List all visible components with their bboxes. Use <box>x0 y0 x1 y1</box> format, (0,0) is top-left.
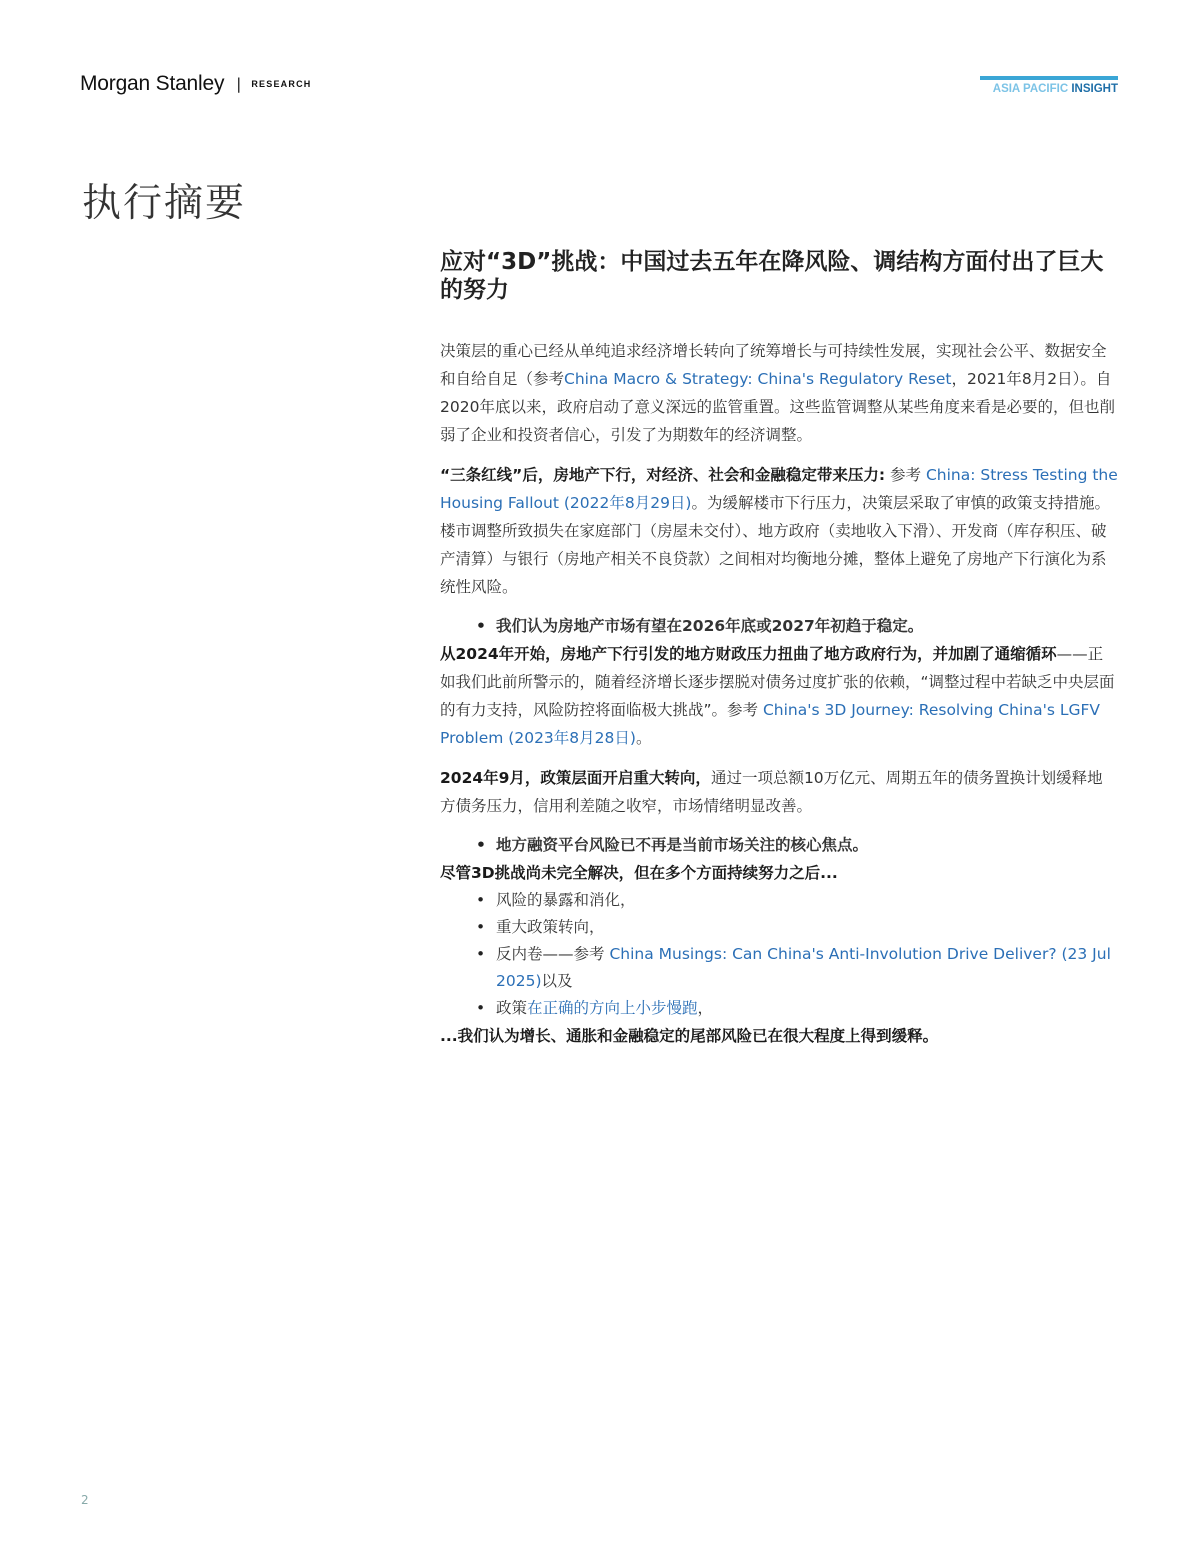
paragraph-policy-shift <box>440 337 1118 449</box>
list-item: • 重大政策转向， <box>476 914 1118 941</box>
list-item: • 地方融资平台风险已不再是当前市场关注的核心焦点。 <box>476 832 1118 859</box>
bullet-list <box>440 887 1118 1022</box>
paragraph-lead-bold: “三条红线”后，房地产下行，对经济、社会和金融稳定带来压力: <box>440 466 886 484</box>
paragraph-policy-pivot <box>440 764 1118 820</box>
report-link[interactable]: China Musings: Can China's Anti-Involution Drive Deliver? (23 Jul 2025) <box>496 945 1111 990</box>
section-headline: 应对“3D”挑战：中国过去五年在降风险、调结构方面付出了巨大的努力 <box>440 249 1104 303</box>
paragraph-text: ，2021年8月2日）。自2020年底以来，政府启动了意义深远的监管重置。这些监管调整从某些角度来看是必要的，但也削弱了企业和投资者信心，引发了为期数年的经济调整。 <box>440 370 1115 444</box>
paragraph-lead-bold: 2024年9月，政策层面开启重大转向， <box>440 769 711 787</box>
list-item-text: ， <box>697 999 714 1017</box>
brand-separator: | <box>236 75 242 93</box>
brand-subtitle: RESEARCH <box>251 79 312 89</box>
page-title: 执行摘要 <box>82 181 247 226</box>
list-item-text: 反内卷——参考 <box>496 945 610 963</box>
paragraph-text: 。为缓解楼市下行压力，决策层采取了审慎的政策支持措施。楼市调整所致损失在家庭部门（房屋未交付）、地方政府（卖地收入下滑）、开发商（库存积压、破产清算）与银行（房地产相关不良贷款）之间相对均衡地分摊，整体上避免了房地产下行演化为系统性风险。 <box>440 494 1110 596</box>
lead-statement: 尽管3D挑战尚未完全解决，但在多个方面持续努力之后... <box>440 864 838 882</box>
brand-logo: Morgan Stanley <box>80 72 225 95</box>
list-item: • 风险的暴露和消化， <box>476 887 1118 914</box>
report-link[interactable]: China's 3D Journey: Resolving China's LGFV Problem (2023年8月28日) <box>440 701 1101 747</box>
bullet-list <box>440 613 1118 640</box>
list-item <box>476 995 1118 1022</box>
paragraph-housing <box>440 461 1118 601</box>
report-link[interactable]: 在正确的方向上小步慢跑 <box>527 999 698 1017</box>
header-brand <box>80 72 311 96</box>
paragraph-local-fiscal <box>440 640 1118 752</box>
report-link[interactable]: China: Stress Testing the Housing Fallout (2022年8月29日) <box>440 466 1118 512</box>
paragraph-text: 决策层的重心已经从单纯追求经济增长转向了统筹增长与可持续性发展，实现社会公平、数据安全和自给自足（参考 <box>440 342 1107 388</box>
list-item <box>476 941 1118 995</box>
list-item-text: 以及 <box>541 972 573 990</box>
paragraph-lead-bold: 从2024年开始，房地产下行引发的地方财政压力扭曲了地方政府行为，并加剧了通缩循环 <box>440 645 1057 663</box>
conclusion-statement: ...我们认为增长、通胀和金融稳定的尾部风险已在很大程度上得到缓释。 <box>440 1027 939 1045</box>
paragraph-text: 。 <box>635 729 652 747</box>
list-item-text: 政策 <box>496 999 528 1017</box>
series-tag <box>980 76 1118 95</box>
paragraph-text: ——正如我们此前所警示的，随着经济增长逐步摆脱对债务过度扩张的依赖，“调整过程中若缺乏中央层面的有力支持，风险防控将面临极大挑战”。参考 <box>440 645 1115 719</box>
report-link[interactable]: China Macro & Strategy: China's Regulatory Reset <box>564 370 952 388</box>
main-content <box>440 248 1118 1050</box>
bullet-list <box>440 832 1118 859</box>
list-item: • 我们认为房地产市场有望在2026年底或2027年初趋于稳定。 <box>476 613 1118 640</box>
series-tag-region: ASIA PACIFIC <box>992 83 1072 95</box>
page-number: 2 <box>81 1493 89 1507</box>
paragraph-text: 参考 <box>885 466 926 484</box>
paragraph-text: 通过一项总额10万亿元、周期五年的债务置换计划缓释地方债务压力，信用利差随之收窄，市场情绪明显改善。 <box>440 769 1103 815</box>
series-tag-type: INSIGHT <box>1071 83 1118 95</box>
